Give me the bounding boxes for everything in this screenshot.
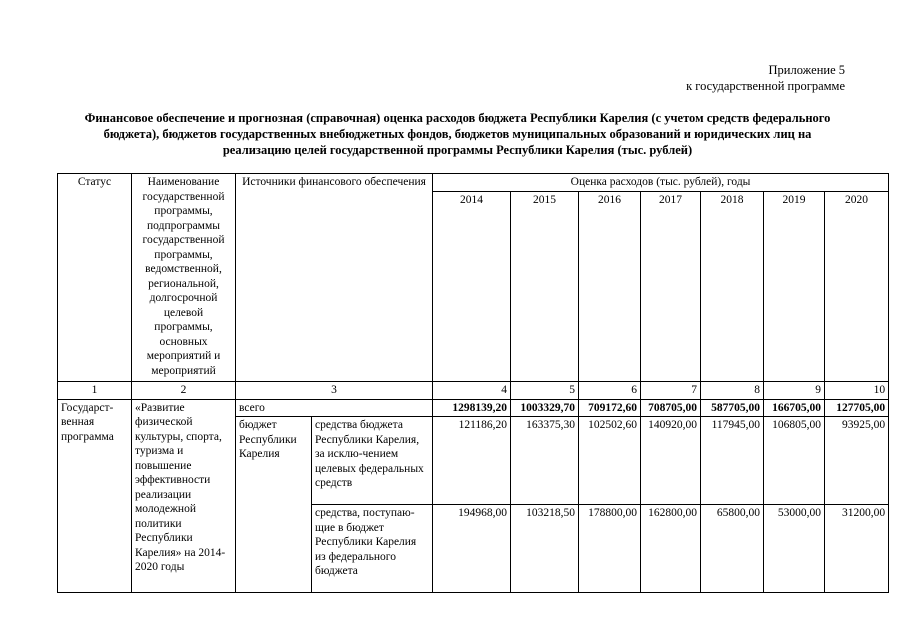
col-number: 2 [132,382,236,400]
program-status: Государст-венная программа [58,399,132,593]
source-total-label: всего [236,399,433,417]
total-value: 708705,00 [641,399,701,417]
col-number: 8 [701,382,764,400]
header-year: 2014 [433,192,511,382]
federal-value: 65800,00 [701,505,764,593]
col-number: 5 [511,382,579,400]
header-year: 2017 [641,192,701,382]
col-number: 1 [58,382,132,400]
header-status: Статус [58,174,132,382]
federal-value: 103218,50 [511,505,579,593]
appendix-line-2: к государственной программе [686,79,845,93]
federal-value: 178800,00 [579,505,641,593]
header-year: 2019 [764,192,825,382]
col-number: 4 [433,382,511,400]
source-federal-label: средства, поступаю-щие в бюджет Республики Карелия из федерального бюджета [312,505,433,593]
regional-value: 163375,30 [511,417,579,505]
regional-value: 117945,00 [701,417,764,505]
federal-value: 53000,00 [764,505,825,593]
regional-value: 140920,00 [641,417,701,505]
total-value: 709172,60 [579,399,641,417]
header-year: 2020 [825,192,889,382]
federal-value: 194968,00 [433,505,511,593]
total-value: 127705,00 [825,399,889,417]
regional-value: 121186,20 [433,417,511,505]
header-estimate: Оценка расходов (тыс. рублей), годы [433,174,889,192]
source-budget-group: бюджет Республики Карелия [236,417,312,593]
col-number: 7 [641,382,701,400]
total-value: 1003329,70 [511,399,579,417]
regional-value: 93925,00 [825,417,889,505]
col-number: 6 [579,382,641,400]
regional-value: 106805,00 [764,417,825,505]
budget-table [57,173,889,593]
header-year: 2018 [701,192,764,382]
header-sources: Источники финансового обеспечения [236,174,433,382]
program-name: «Развитие физической культуры, спорта, туризма и повышение эффективности реализации молодежной политики Республики Карелия» на 2014-2020 годы [132,399,236,593]
federal-value: 162800,00 [641,505,701,593]
total-value: 166705,00 [764,399,825,417]
appendix-line-1: Приложение 5 [768,63,845,77]
document-title: Финансовое обеспечение и прогнозная (справочная) оценка расходов бюджета Республики Карелия (с учетом средств федерального бюджета), бюджетов государственных внебюджетных фондов, бюджетов муниципальных образований и юридических лиц на реализацию целей государственной программы Республики Карелия (тыс. рублей) [84,111,831,157]
header-name: Наименование государственной программы, подпрограммы государственной программы, ведомственной, региональной, долгосрочной целевой программы, основных мероприятий и мероприятий [132,174,236,382]
col-number: 9 [764,382,825,400]
federal-value: 31200,00 [825,505,889,593]
appendix-note [686,62,845,94]
col-number: 3 [236,382,433,400]
source-regional-label: средства бюджета Республики Карелия, за исклю-чением целевых федеральных средств [312,417,433,505]
col-number: 10 [825,382,889,400]
header-year: 2015 [511,192,579,382]
total-value: 1298139,20 [433,399,511,417]
regional-value: 102502,60 [579,417,641,505]
total-value: 587705,00 [701,399,764,417]
header-year: 2016 [579,192,641,382]
